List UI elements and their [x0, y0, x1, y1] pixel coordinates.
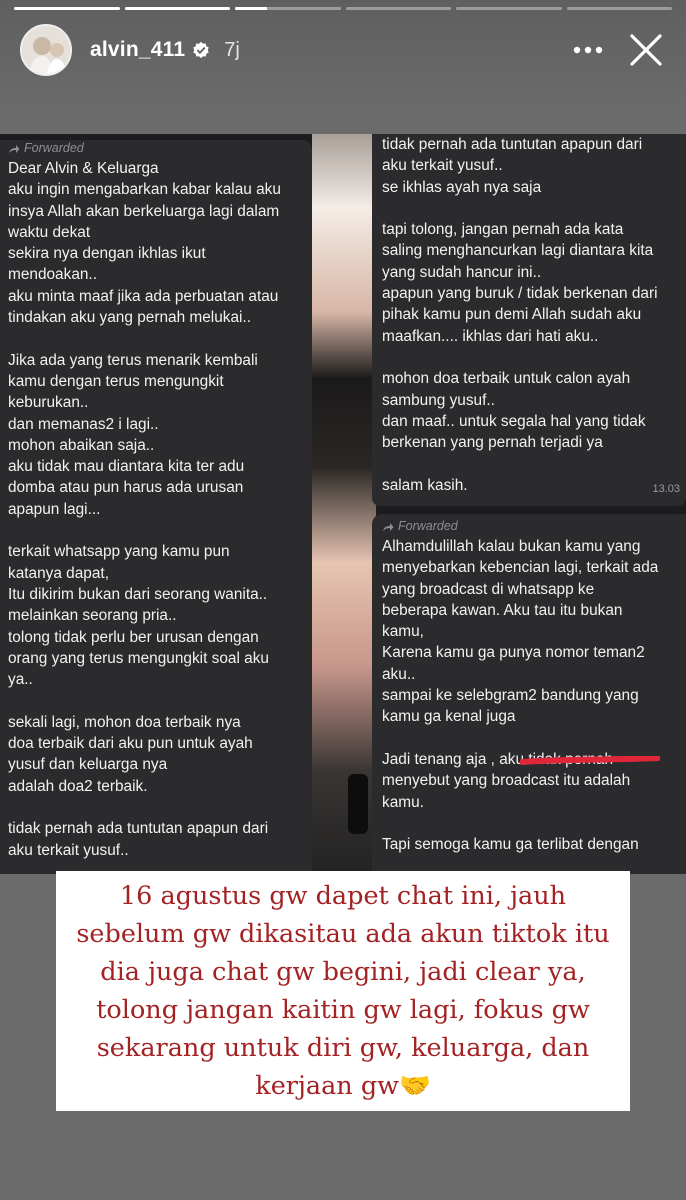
message-line: dan memanas2 i lagi..	[8, 415, 159, 433]
message-line: sambung yusuf..	[382, 391, 495, 409]
message-line	[8, 690, 304, 711]
message-line: saling menghancurkan lagi diantara kita	[382, 242, 654, 260]
message-line: tidak pernah ada tuntutan apapun dari	[382, 136, 643, 153]
message-line: Tapi semoga kamu ga terlibat dengan	[382, 836, 639, 854]
message-line: menyebarkan kebencian lagi, terkait ada	[382, 559, 659, 577]
message-line: aku ingin mengabarkan kabar kalau aku	[8, 181, 281, 199]
message-line	[382, 813, 676, 834]
message-line: yang sudah hancur ini..	[382, 263, 542, 281]
progress-fill	[125, 7, 231, 10]
message-line: waktu dekat	[8, 223, 91, 241]
progress-segment	[235, 7, 341, 10]
message-line: mohon doa terbaik untuk calon ayah	[382, 370, 631, 388]
caption-box	[56, 871, 630, 1111]
message-line: sampai ke selebgram2 bandung yang	[382, 687, 639, 705]
message-line: tidak pernah ada tuntutan apapun dari	[8, 820, 269, 838]
user-info	[90, 38, 240, 62]
progress-segment	[14, 7, 120, 10]
message-line: mendoakan..	[8, 266, 97, 284]
message-line: aku terkait yusuf..	[382, 157, 503, 175]
message-line: orang yang terus mengungkit soal aku	[8, 649, 269, 667]
progress-fill	[14, 7, 120, 10]
message-line: sekira nya dengan ikhlas ikut	[8, 245, 206, 263]
close-icon	[629, 33, 663, 67]
forwarded-label	[382, 518, 676, 536]
message-line: beberapa kawan. Aku tau itu bukan	[382, 601, 623, 619]
message-line: aku minta maaf jika ada perbuatan atau	[8, 287, 279, 305]
close-button[interactable]	[626, 30, 666, 70]
message-line: Jika ada yang terus menarik kembali	[8, 351, 258, 369]
message-line	[382, 347, 676, 368]
message-line: domba atau pun harus ada urusan	[8, 479, 244, 497]
message-line: se ikhlas ayah nya saja	[382, 178, 542, 196]
message-line: keburukan..	[8, 394, 89, 412]
message-line: Alhamdulillah kalau bukan kamu yang	[382, 538, 641, 555]
message-line: Itu dikirim bukan dari seorang wanita..	[8, 585, 268, 603]
message-line	[8, 797, 304, 818]
message-line: mohon abaikan saja..	[8, 436, 155, 454]
message-line: Jadi tenang aja , aku tidak pernah	[382, 750, 614, 768]
forwarded-label	[8, 140, 304, 158]
background-photo	[312, 134, 376, 874]
chat-bubble-right-top	[372, 134, 686, 506]
message-line: aku terkait yusuf..	[8, 841, 129, 859]
progress-segment	[567, 7, 673, 10]
username[interactable]: alvin_411	[90, 38, 186, 61]
message-line	[382, 453, 676, 474]
chat-bubble-right-bottom	[372, 514, 686, 874]
story-progress-bar	[14, 7, 672, 10]
post-time: 7j	[224, 38, 240, 61]
message-line: kamu ga kenal juga	[382, 708, 516, 726]
chat-screenshot-collage	[0, 134, 686, 874]
message-line: tolong tidak perlu ber urusan dengan	[8, 628, 259, 646]
message-line: dan maaf.. untuk segala hal yang tidak	[382, 412, 646, 430]
progress-segment	[346, 7, 452, 10]
message-line: pihak kamu pun demi Allah sudah aku	[382, 306, 642, 324]
message-line: maafkan.... ikhlas dari hati aku..	[382, 327, 599, 345]
message-line	[382, 198, 676, 219]
message-line: terkait whatsapp yang kamu pun	[8, 543, 230, 561]
avatar[interactable]	[20, 24, 72, 76]
message-line: katanya dapat,	[8, 564, 109, 582]
message-line: menyebut yang broadcast itu adalah	[382, 772, 631, 790]
forward-arrow-icon	[8, 144, 20, 154]
progress-segment	[456, 7, 562, 10]
message-line: insya Allah akan berkeluarga lagi dalam	[8, 202, 280, 220]
message-line: aku tidak mau diantara kita ter adu	[8, 458, 245, 476]
message-line: doa terbaik dari aku pun untuk ayah	[8, 735, 253, 753]
message-line: aku..	[382, 665, 416, 683]
message-line: yang broadcast di whatsapp ke	[382, 580, 595, 598]
message-timestamp: 13.03	[652, 482, 680, 495]
message-line	[8, 520, 304, 541]
message-line: Karena kamu ga punya nomor teman2	[382, 644, 645, 662]
message-line: kamu dengan terus mengungkit	[8, 372, 224, 390]
message-line: Dear Alvin & Keluarga	[8, 160, 159, 177]
forwarded-text: Forwarded	[398, 519, 458, 534]
message-line: kamu,	[382, 623, 424, 641]
more-options-icon	[573, 46, 603, 54]
message-line: apapun yang buruk / tidak berkenan dari	[382, 285, 658, 303]
message-line: ya..	[8, 671, 33, 689]
story-header	[20, 22, 666, 78]
message-line: melainkan seorang pria..	[8, 607, 177, 625]
red-underline-annotation	[520, 756, 660, 766]
story-header-area	[0, 0, 686, 110]
message-line: adalah doa2 terbaik.	[8, 777, 148, 795]
message-line: apapun lagi...	[8, 500, 101, 518]
avatar-image	[22, 26, 72, 76]
message-line	[382, 728, 676, 749]
verified-badge-icon	[192, 41, 210, 59]
progress-fill	[235, 7, 267, 10]
message-line: tapi tolong, jangan pernah ada kata	[382, 221, 624, 239]
forwarded-text: Forwarded	[24, 141, 84, 156]
message-line	[8, 328, 304, 349]
forward-arrow-icon	[382, 522, 394, 532]
message-line: sekali lagi, mohon doa terbaik nya	[8, 713, 241, 731]
more-options-button[interactable]	[568, 30, 608, 70]
message-line: kamu.	[382, 793, 424, 811]
message-line: berkenan yang pernah terjadi ya	[382, 434, 603, 452]
chat-bubble-left	[0, 140, 312, 874]
progress-segment	[125, 7, 231, 10]
message-line: tindakan aku yang pernah melukai..	[8, 309, 251, 327]
message-line: salam kasih.	[382, 476, 468, 494]
caption-text: 16 agustus gw dapet chat ini, jauh sebelum gw dikasitau ada akun tiktok itu dia juga chat gw begini, jadi clear ya, tolong jangan kaitin gw lagi, fokus gw sekarang untuk diri gw, keluarga, dan kerjaan gw🤝	[76, 881, 610, 1101]
message-line: yusuf dan keluarga nya	[8, 756, 168, 774]
